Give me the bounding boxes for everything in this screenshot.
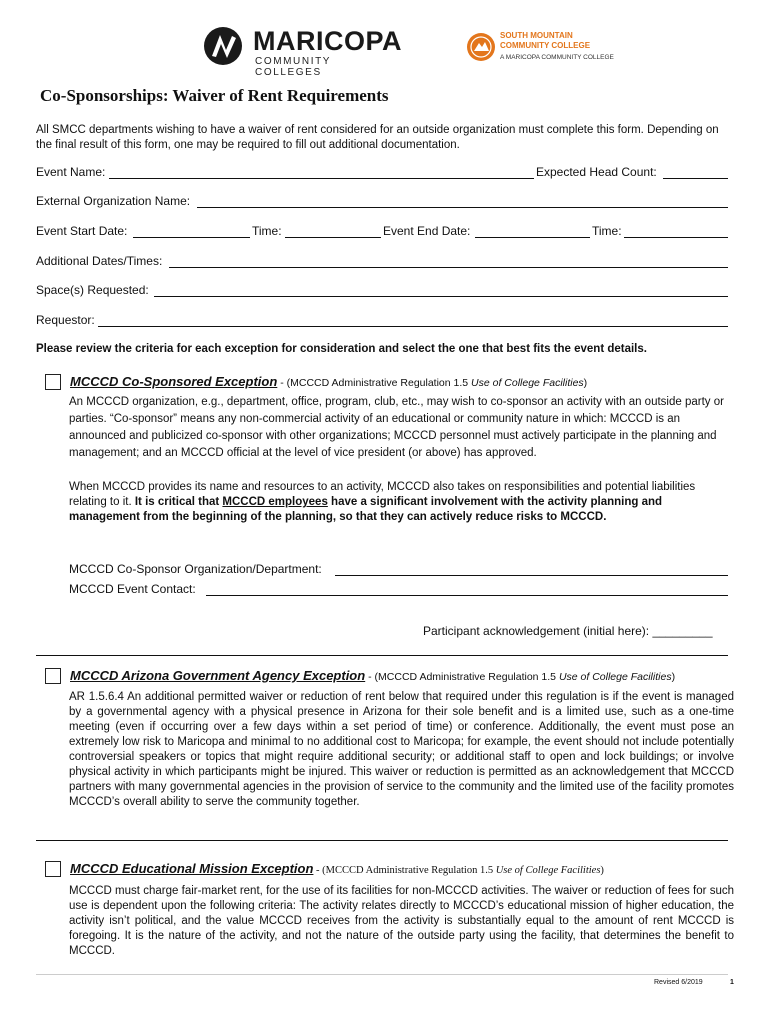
- section3-heading: MCCCD Educational Mission Exception: [70, 861, 314, 876]
- maricopa-wordmark: MARICOPA: [253, 26, 402, 56]
- event-name-field[interactable]: [109, 178, 534, 179]
- additional-dates-label: Additional Dates/Times:: [36, 254, 163, 268]
- co-sponsored-checkbox[interactable]: [45, 374, 61, 390]
- section2-heading: MCCCD Arizona Government Agency Exception: [70, 668, 366, 683]
- spaces-field[interactable]: [154, 296, 728, 297]
- educational-mission-checkbox[interactable]: [45, 861, 61, 877]
- section3-ref-suffix: ): [600, 865, 604, 876]
- spaces-label: Space(s) Requested:: [36, 283, 149, 297]
- start-date-field[interactable]: [133, 237, 250, 238]
- section1-ref-italic: Use of College Facilities: [471, 377, 584, 389]
- smcc-line1: SOUTH MOUNTAIN: [500, 31, 573, 40]
- event-name-label: Event Name:: [36, 165, 106, 179]
- section3-ref-italic: Use of College Facilities: [495, 865, 601, 876]
- maricopa-mark-icon: [203, 26, 243, 66]
- start-time-field[interactable]: [285, 237, 381, 238]
- participant-ack-1[interactable]: Participant acknowledgement (initial here): _________: [423, 624, 713, 638]
- section1-header: [70, 373, 587, 391]
- section2-ref-italic: Use of College Facilities: [558, 671, 672, 683]
- section1-ref-suffix: ): [583, 377, 588, 389]
- smcc-line3: A MARICOPA COMMUNITY COLLEGE: [500, 54, 614, 61]
- section1-para2-c: MCCCD employees: [222, 496, 328, 508]
- review-note: Please review the criteria for each exception for consideration and select the one that best fits the event details.: [36, 343, 647, 355]
- event-contact-field[interactable]: [206, 595, 728, 596]
- end-date-label: Event End Date:: [383, 224, 471, 238]
- maricopa-logo: [203, 26, 402, 78]
- divider: [36, 840, 728, 841]
- section1-ref-prefix: - (MCCCD Administrative Regulation 1.5: [277, 377, 472, 389]
- page-title: Co-Sponsorships: Waiver of Rent Requirements: [40, 86, 389, 105]
- section2-ref-suffix: ): [671, 671, 676, 683]
- co-sponsor-org-field[interactable]: [335, 575, 728, 576]
- page-number: 1: [730, 979, 734, 986]
- intro-text: All SMCC departments wishing to have a waiver of rent considered for an outside organization must complete this form. Depending on the final result of this form, one may be required to fill out additional documentation.: [36, 124, 719, 151]
- government-agency-checkbox[interactable]: [45, 668, 61, 684]
- footer-divider: [36, 974, 728, 975]
- section3-ref-prefix: - (MCCCD Administrative Regulation 1.5: [313, 865, 496, 876]
- end-date-field[interactable]: [475, 237, 590, 238]
- additional-dates-field[interactable]: [169, 267, 728, 268]
- head-count-field[interactable]: [663, 178, 728, 179]
- section3-header: [70, 860, 604, 878]
- section3-para: MCCCD must charge fair-market rent, for the use of its facilities for non-MCCCD activities. The waiver or reduction of fees for such use is dependent upon the following criteria: The activity relates directly to MCCCD’s educational mission of higher education, the activity isn’t political, and the value MCCCD receives from the activity is substantially equal to the amount of rent MCCCD is foregoing. It is the nature of the activity, and not the nature of the outside party using the facility, that determines the benefit to MCCCD.: [69, 885, 734, 957]
- external-org-field[interactable]: [197, 207, 728, 208]
- maricopa-subtitle: COMMUNITY COLLEGES: [255, 56, 331, 78]
- requestor-field[interactable]: [98, 326, 728, 327]
- divider: [36, 655, 728, 656]
- section2-header: [70, 667, 675, 685]
- start-time-label: Time:: [252, 224, 282, 238]
- head-count-label: Expected Head Count:: [536, 165, 657, 179]
- section1-para2: [69, 480, 734, 525]
- section1-para1: An MCCCD organization, e.g., department, office, program, club, etc., may wish to co-sponsor an activity with an outside party or parties. “Co-sponsor” means any non-commercial activity of an educational or community nature in which: MCCCD is an announced and publicized co-sponsor with other organizations; MCCCD personnel must actively participate in the planning and management; and an MCCCD official at the level of vice president (or above) has approved.: [69, 396, 724, 459]
- external-org-label: External Organization Name:: [36, 194, 191, 208]
- start-date-label: Event Start Date:: [36, 224, 128, 238]
- end-time-field[interactable]: [624, 237, 728, 238]
- section1-heading: MCCCD Co-Sponsored Exception: [70, 374, 278, 389]
- revised-date: Revised 6/2019: [654, 979, 703, 986]
- requestor-label: Requestor:: [36, 313, 95, 327]
- smcc-seal-icon: [466, 32, 496, 62]
- section1-para2-a: When MCCCD provides its name and resources to an activity, MCCCD also takes on responsibilities and potential liabilities relating to it.: [69, 481, 696, 508]
- co-sponsor-org-label: MCCCD Co-Sponsor Organization/Department:: [69, 562, 322, 576]
- section2-para: AR 1.5.6.4 An additional permitted waiver or reduction of rent below that required under this regulation is if the event is managed by a governmental agency with a physical presence in Arizona for their sole benefit and is a limited use, such as a one-time meeting (even if occurring over a few days within a set period of time) or conference. Additionally, the event must pose an extremely low risk to Maricopa and minimal to no additional cost to Maricopa; for example, the event should not include potentially controversial speakers or topics that might require additional security; or additional staff to open and lock buildings; or involve physical activity in which participants might be injured. This waiver or reduction is permitted as an acknowledgement that MCCCD partners with many governmental agencies in the provision of service to the community and the limited use of the facility promotes MCCCD’s overall ability to serve the community together.: [69, 691, 734, 808]
- event-contact-label: MCCCD Event Contact:: [69, 582, 196, 596]
- end-time-label: Time:: [592, 224, 622, 238]
- section1-para2-d: have a significant involvement with the activity planning and management from the beginning of the planning, so that they can actively reduce risks to MCCCD.: [69, 496, 663, 523]
- section1-para2-b: It is critical that: [134, 496, 223, 508]
- smcc-logo: [466, 30, 626, 70]
- section2-ref-prefix: - (MCCCD Administrative Regulation 1.5: [365, 671, 559, 683]
- smcc-line2: COMMUNITY COLLEGE: [500, 41, 591, 50]
